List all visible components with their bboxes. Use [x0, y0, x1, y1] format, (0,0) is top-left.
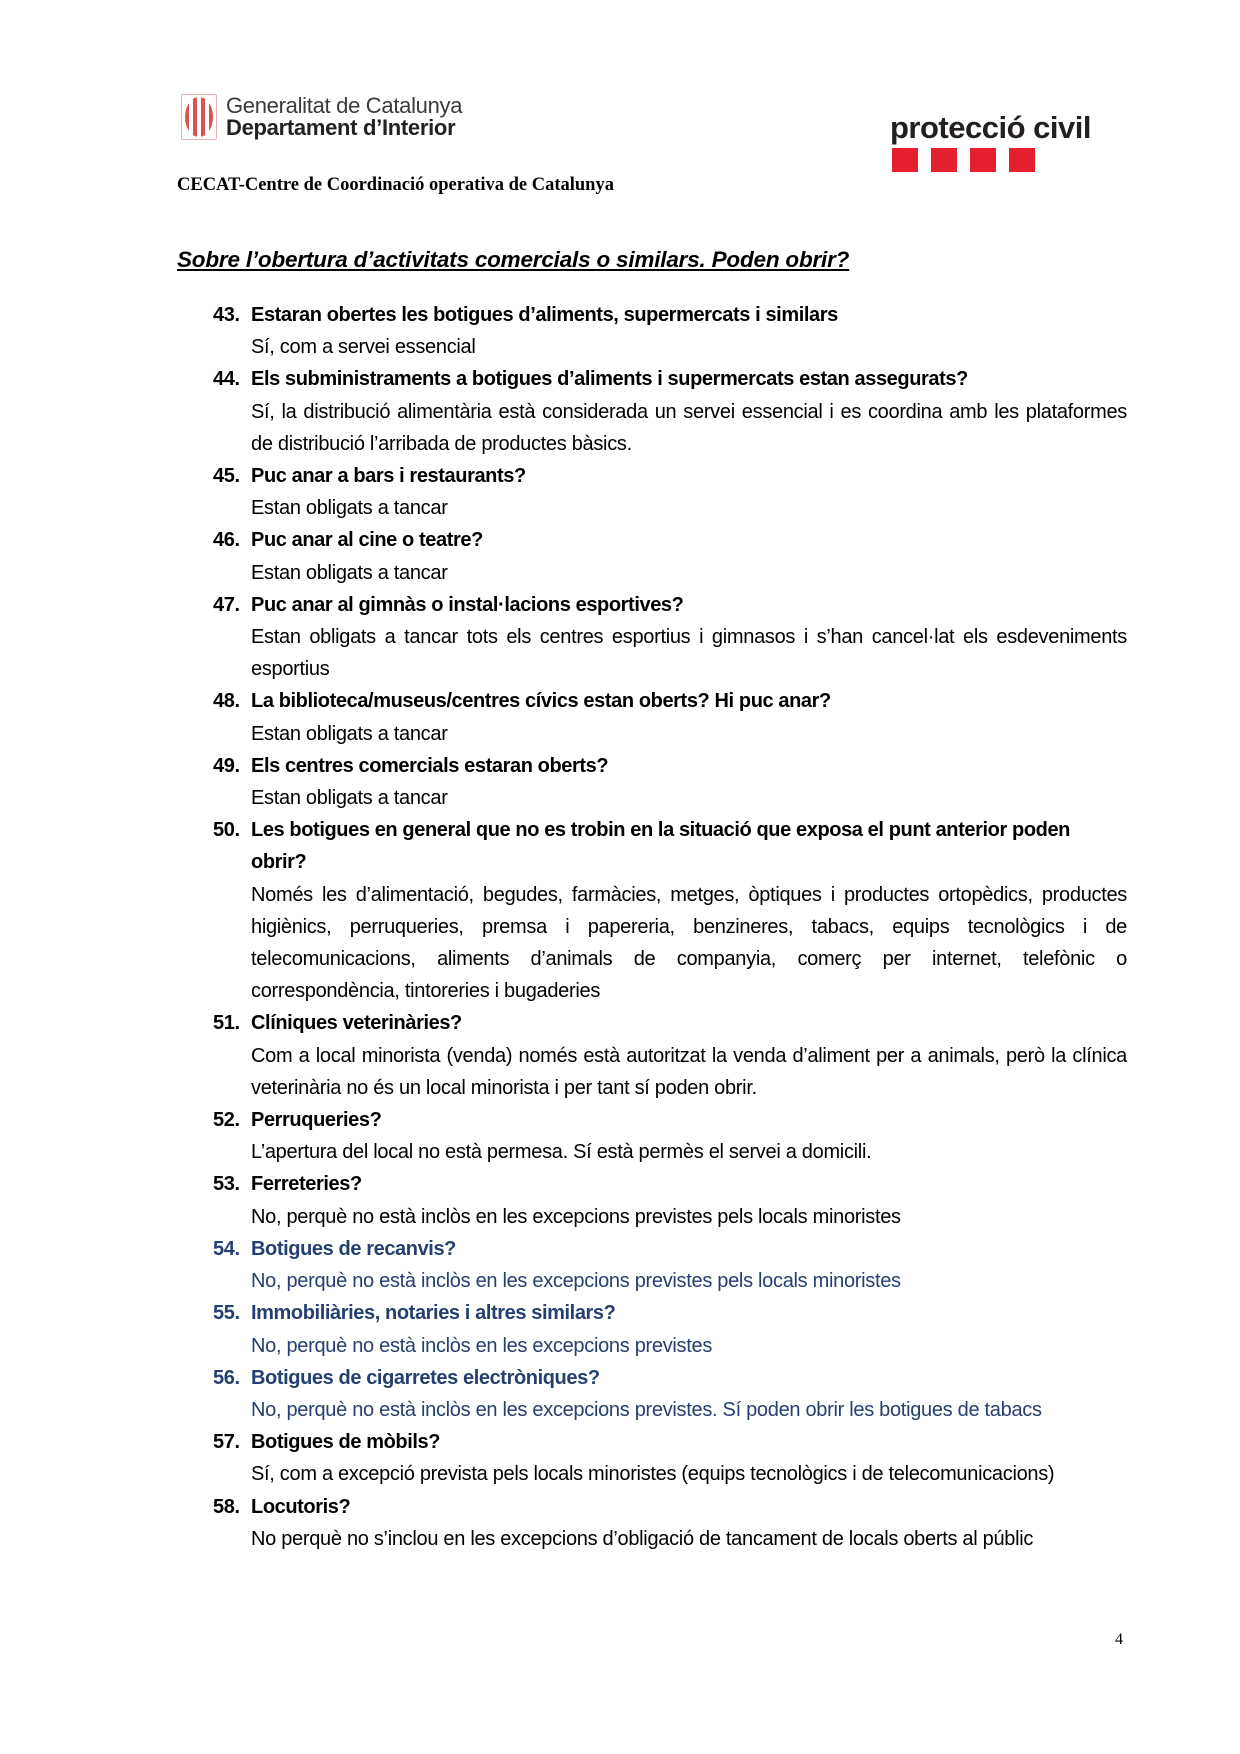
catalan-coat-of-arms-icon — [181, 94, 217, 140]
faq-item — [213, 589, 1127, 686]
faq-item — [213, 814, 1127, 1007]
faq-question — [213, 460, 1127, 492]
org-name: Generalitat de Catalunya — [226, 93, 463, 118]
question-number: 56. — [213, 1366, 240, 1389]
faq-question — [213, 1491, 1127, 1523]
question-text: Botigues de mòbils? — [251, 1431, 441, 1454]
faq-answer: Sí, la distribució alimentària està considerada un servei essencial i es coordina amb les plataformes de distribució l’arribada de productes bàsics. — [251, 400, 1127, 455]
faq-item — [213, 1168, 1127, 1232]
question-number: 51. — [213, 1012, 240, 1035]
question-number: 47. — [213, 593, 240, 616]
proteccio-civil-wordmark: protecció civil — [890, 110, 1091, 145]
faq-answer: Sí, com a excepció prevista pels locals minoristes (equips tecnològics i de telecomunicacions) — [251, 1463, 1055, 1486]
faq-item — [213, 299, 1127, 363]
faq-item — [213, 685, 1127, 749]
faq-question — [213, 524, 1127, 556]
faq-answer: No, perquè no està inclòs en les excepcions previstes pels locals minoristes — [251, 1205, 901, 1228]
question-number: 53. — [213, 1173, 240, 1196]
section-title: Sobre l’obertura d’activitats comercials o similars. Poden obrir? — [177, 247, 850, 272]
question-number: 48. — [213, 690, 240, 713]
faq-item — [213, 1426, 1127, 1490]
question-number: 52. — [213, 1109, 240, 1132]
faq-item — [213, 750, 1127, 814]
question-text: Clíniques veterinàries? — [251, 1012, 462, 1035]
faq-item — [213, 1233, 1127, 1297]
question-text: Els centres comercials estaran oberts? — [251, 754, 609, 777]
faq-question — [213, 685, 1127, 717]
faq-item — [213, 363, 1127, 460]
faq-question — [213, 814, 1127, 878]
faq-answer: Sí, com a servei essencial — [251, 336, 476, 359]
faq-answer: L’apertura del local no està permesa. Sí està permès el servei a domicili. — [251, 1141, 872, 1164]
faq-question — [213, 1426, 1127, 1458]
faq-answer: No, perquè no està inclòs en les excepcions previstes — [251, 1334, 713, 1357]
faq-answer: Com a local minorista (venda) només està autoritzat la venda d’aliment per a animals, però la clínica veterinària no és un local minorista i per tant sí poden obrir. — [251, 1044, 1127, 1099]
faq-question — [213, 1007, 1127, 1039]
question-text: Locutoris? — [251, 1495, 351, 1518]
faq-question — [213, 750, 1127, 782]
page-number: 4 — [1115, 1631, 1123, 1648]
question-text: Botigues de recanvis? — [251, 1237, 456, 1260]
question-number: 58. — [213, 1495, 240, 1518]
generalitat-logo — [181, 94, 462, 140]
proteccio-civil-logo — [890, 112, 1091, 172]
faq-answer: Estan obligats a tancar — [251, 497, 448, 520]
question-number: 57. — [213, 1431, 240, 1454]
question-number: 49. — [213, 754, 240, 777]
question-number: 54. — [213, 1237, 240, 1260]
question-text: Puc anar al gimnàs o instal·lacions esportives? — [251, 593, 684, 616]
faq-question — [213, 1104, 1127, 1136]
question-text: Les botigues en general que no es trobin en la situació que exposa el punt anterior poden obrir? — [251, 819, 1070, 874]
document-subtitle: CECAT-Centre de Coordinació operativa de Catalunya — [177, 175, 614, 195]
faq-answer: Estan obligats a tancar — [251, 787, 448, 810]
faq-item — [213, 1104, 1127, 1168]
question-number: 55. — [213, 1302, 240, 1325]
faq-list — [0, 299, 1240, 1555]
question-text: La biblioteca/museus/centres cívics estan oberts? Hi puc anar? — [251, 690, 831, 713]
question-number: 43. — [213, 304, 240, 326]
faq-answer: Estan obligats a tancar — [251, 722, 448, 745]
faq-item — [213, 1297, 1127, 1361]
faq-item — [213, 1491, 1127, 1555]
question-number: 46. — [213, 529, 240, 552]
faq-item — [213, 1007, 1127, 1104]
question-number: 50. — [213, 819, 240, 842]
faq-question — [213, 1297, 1127, 1329]
faq-answer: Només les d’alimentació, begudes, farmàcies, metges, òptiques i productes ortopèdics, productes higiènics, perruqueries, premsa i papereria, benzineres, tabacs, equips tecnològics i de telecomunicacions, aliments d’animals de companyia, comerç per internet, telefònic o correspondència, tintoreries i bugaderies — [251, 883, 1127, 1003]
faq-answer: No, perquè no està inclòs en les excepcions previstes pels locals minoristes — [251, 1270, 901, 1293]
faq-question — [213, 1168, 1127, 1200]
faq-answer: No perquè no s’inclou en les excepcions d’obligació de tancament de locals oberts al públic — [251, 1527, 1034, 1550]
faq-question — [213, 1362, 1127, 1394]
question-text: Ferreteries? — [251, 1173, 362, 1196]
question-text: Puc anar a bars i restaurants? — [251, 465, 526, 488]
faq-answer: Estan obligats a tancar tots els centres esportius i gimnasos i s’han cancel·lat els esdeveniments esportius — [251, 626, 1127, 681]
faq-item — [213, 1362, 1127, 1426]
faq-answer: No, perquè no està inclòs en les excepcions previstes. Sí poden obrir les botigues de tabacs — [251, 1398, 1042, 1421]
question-number: 45. — [213, 465, 240, 488]
department-name: Departament d’Interior — [226, 115, 456, 140]
faq-item — [213, 524, 1127, 588]
question-number: 44. — [213, 368, 240, 391]
question-text: Puc anar al cine o teatre? — [251, 529, 483, 552]
question-text: Perruqueries? — [251, 1109, 382, 1132]
question-text: Els subministraments a botigues d’aliments i supermercats estan assegurats? — [251, 368, 968, 391]
faq-question — [213, 363, 1127, 395]
faq-item — [213, 460, 1127, 524]
faq-question — [213, 1233, 1127, 1265]
faq-question — [213, 299, 1127, 331]
question-text: Estaran obertes les botigues d’aliments, supermercats i similars — [251, 304, 838, 326]
question-text: Immobiliàries, notaries i altres similars? — [251, 1302, 616, 1325]
question-text: Botigues de cigarretes electròniques? — [251, 1366, 600, 1389]
faq-answer: Estan obligats a tancar — [251, 561, 448, 584]
faq-question — [213, 589, 1127, 621]
red-squares-icon — [892, 148, 1091, 172]
